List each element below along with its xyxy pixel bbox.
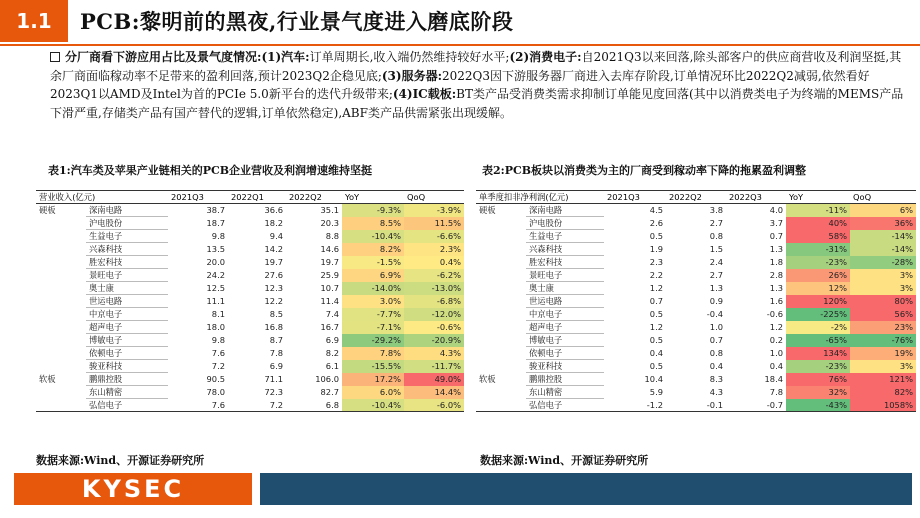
value-cell: 1.5 [709, 244, 723, 254]
company-cell: 深南电路 [86, 204, 168, 217]
segment-cell [476, 217, 526, 230]
yoy-cell: -29.2% [342, 334, 404, 347]
qoq-cell: 6% [850, 204, 916, 217]
consumer-text: 自2021Q3以来回落,除头部客户的供应商营收及利润坚挺,其余厂商面临稼动率不足带来的盈利回落,预计2023Q2企稳见底; [50, 50, 902, 83]
qoq-cell: 23% [850, 321, 916, 334]
table-row [476, 360, 916, 373]
value-cell: 71.1 [264, 374, 283, 384]
value-cell: 19.7 [320, 257, 339, 267]
yoy-cell: -43% [786, 399, 850, 412]
yoy-cell: -225% [786, 308, 850, 321]
qoq-cell: -14% [850, 243, 916, 256]
qoq-cell: -13.0% [404, 282, 464, 295]
yoy-cell: 76% [786, 373, 850, 386]
value-cell: 0.5 [649, 335, 663, 345]
qoq-cell: 3% [850, 269, 916, 282]
column-header [86, 191, 168, 204]
yoy-cell: -9.3% [342, 204, 404, 217]
yoy-cell: 8.2% [342, 243, 404, 256]
table-row [36, 347, 464, 360]
qoq-cell: 2.3% [404, 243, 464, 256]
yoy-cell: -10.4% [342, 230, 404, 243]
yoy-cell: 3.0% [342, 295, 404, 308]
yoy-cell: -1.5% [342, 256, 404, 269]
segment-cell: 软板 [479, 374, 496, 384]
qoq-cell: -14% [850, 230, 916, 243]
value-cell: 14.2 [264, 244, 283, 254]
table-row [36, 269, 464, 282]
segment-cell [36, 321, 86, 334]
segment-cell [476, 269, 526, 282]
value-cell: 5.9 [649, 387, 663, 397]
lead-text: 分厂商看下游应用占比及景气度情况: [65, 50, 262, 64]
table-row [36, 321, 464, 334]
kysec-logo: KYSEC [14, 473, 252, 505]
value-cell: 12.2 [264, 296, 283, 306]
table-row [36, 217, 464, 230]
column-header: 营业收入(亿元) [36, 191, 86, 204]
value-cell: 7.6 [211, 348, 225, 358]
yoy-cell: -23% [786, 256, 850, 269]
value-cell: 0.2 [769, 335, 783, 345]
company-cell: 鹏鼎控股 [86, 373, 168, 386]
value-cell: 82.7 [320, 387, 339, 397]
company-cell: 景旺电子 [526, 269, 604, 282]
yoy-cell: -11% [786, 204, 850, 217]
yoy-cell: 134% [786, 347, 850, 360]
company-cell: 超声电子 [526, 321, 604, 334]
qoq-cell: -6.8% [404, 295, 464, 308]
value-cell: 14.6 [320, 244, 339, 254]
qoq-cell: 80% [850, 295, 916, 308]
value-cell: 8.3 [709, 374, 723, 384]
table-row [36, 334, 464, 347]
table-row [36, 243, 464, 256]
qoq-cell: 82% [850, 386, 916, 399]
value-cell: 11.4 [320, 296, 339, 306]
company-cell: 沪电股份 [86, 217, 168, 230]
column-header: 2021Q3 [604, 191, 666, 204]
value-cell: 1.6 [769, 296, 783, 306]
value-cell: 13.5 [206, 244, 225, 254]
value-cell: 1.3 [769, 283, 783, 293]
value-cell: 1.0 [709, 322, 723, 332]
yoy-cell: -14.0% [342, 282, 404, 295]
yoy-cell: -10.4% [342, 399, 404, 412]
company-cell: 骏亚科技 [526, 360, 604, 373]
segment-cell [476, 230, 526, 243]
table-row [476, 399, 916, 412]
yoy-cell: 6.9% [342, 269, 404, 282]
company-cell: 依顿电子 [526, 347, 604, 360]
value-cell: 0.5 [649, 309, 663, 319]
segment-cell: 硬板 [479, 205, 496, 216]
value-cell: 6.9 [269, 361, 283, 371]
company-cell: 兴森科技 [526, 243, 604, 256]
segment-cell: 软板 [39, 374, 56, 384]
table-row [476, 347, 916, 360]
yoy-cell: -31% [786, 243, 850, 256]
header-divider [0, 44, 920, 46]
summary-paragraph [50, 48, 912, 122]
value-cell: -1.2 [604, 399, 666, 412]
qoq-cell: 14.4% [404, 386, 464, 399]
company-cell: 中京电子 [526, 308, 604, 321]
company-cell: 超声电子 [86, 321, 168, 334]
table-row [476, 217, 916, 230]
yoy-cell: 40% [786, 217, 850, 230]
column-header: 2022Q1 [228, 191, 286, 204]
table-row [36, 399, 464, 412]
page-title: PCB:黎明前的黑夜,行业景气度进入磨底阶段 [80, 9, 514, 34]
value-cell: 24.2 [206, 270, 225, 280]
value-cell: 7.8 [769, 387, 783, 397]
auto-label: (1)汽车: [261, 50, 310, 64]
yoy-cell: 58% [786, 230, 850, 243]
company-cell: 弘信电子 [86, 399, 168, 412]
segment-cell [476, 321, 526, 334]
value-cell: 16.7 [320, 322, 339, 332]
segment-cell [36, 295, 86, 308]
value-cell: 0.9 [709, 296, 723, 306]
value-cell: 36.6 [264, 205, 283, 216]
table-row [36, 295, 464, 308]
company-cell: 生益电子 [526, 230, 604, 243]
table-row [476, 295, 916, 308]
qoq-cell: 49.0% [404, 373, 464, 386]
value-cell: 0.5 [649, 361, 663, 371]
value-cell: 0.4 [649, 348, 663, 358]
yoy-cell: 32% [786, 386, 850, 399]
table-row [476, 269, 916, 282]
value-cell: 9.8 [211, 335, 225, 345]
qoq-cell: -20.9% [404, 334, 464, 347]
table-row [36, 360, 464, 373]
value-cell: 7.2 [211, 361, 225, 371]
table-row [476, 204, 916, 217]
qoq-cell: 1058% [850, 399, 916, 412]
table1-caption: 表1:汽车类及苹果产业链相关的PCB企业营收及利润增速维持坚挺 [48, 164, 373, 177]
qoq-cell: -12.0% [404, 308, 464, 321]
column-header: 2022Q3 [726, 191, 786, 204]
value-cell: 10.4 [644, 374, 663, 384]
segment-cell [476, 386, 526, 399]
segment-cell [36, 399, 86, 412]
value-cell: 0.7 [709, 335, 723, 345]
value-cell: -0.1 [666, 399, 726, 412]
table-row [476, 386, 916, 399]
qoq-cell: 56% [850, 308, 916, 321]
segment-cell [36, 243, 86, 256]
company-cell: 胜宏科技 [86, 256, 168, 269]
segment-cell [36, 386, 86, 399]
company-cell: 兴森科技 [86, 243, 168, 256]
value-cell: 6.8 [286, 399, 342, 412]
value-cell: 7.2 [228, 399, 286, 412]
value-cell: 18.7 [206, 218, 225, 228]
yoy-cell: 26% [786, 269, 850, 282]
company-cell: 世运电路 [86, 295, 168, 308]
value-cell: 0.7 [649, 296, 663, 306]
yoy-cell: 8.5% [342, 217, 404, 230]
value-cell: 18.0 [206, 322, 225, 332]
qoq-cell: -28% [850, 256, 916, 269]
yoy-cell: 7.8% [342, 347, 404, 360]
company-cell: 沪电股份 [526, 217, 604, 230]
column-header: YoY [342, 191, 404, 204]
value-cell: 6.9 [325, 335, 339, 345]
auto-text: 订单周期长,收入端仍然维持较好水平; [309, 50, 510, 64]
segment-cell [476, 347, 526, 360]
segment-cell [476, 243, 526, 256]
value-cell: 1.2 [769, 322, 783, 332]
segment-cell [476, 399, 526, 412]
value-cell: 6.1 [325, 361, 339, 371]
company-cell: 奥士康 [526, 282, 604, 295]
ic-substrate-label: (4)IC载板: [392, 87, 457, 101]
value-cell: 18.2 [264, 218, 283, 228]
yoy-cell: -15.5% [342, 360, 404, 373]
value-cell: 4.0 [769, 205, 783, 216]
table-row [36, 386, 464, 399]
value-cell: 1.9 [649, 244, 663, 254]
yoy-cell: -65% [786, 334, 850, 347]
column-header: QoQ [404, 191, 464, 204]
table-row [476, 243, 916, 256]
yoy-cell: -7.7% [342, 308, 404, 321]
source-note-left: 数据来源:Wind、开源证券研究所 [36, 454, 205, 467]
value-cell: 27.6 [264, 270, 283, 280]
value-cell: 2.4 [709, 257, 723, 267]
value-cell: 2.8 [769, 270, 783, 280]
qoq-cell: 3% [850, 282, 916, 295]
company-cell: 深南电路 [526, 204, 604, 217]
company-cell: 依顿电子 [86, 347, 168, 360]
value-cell: 2.7 [709, 218, 723, 228]
table-row [36, 204, 464, 217]
value-cell: 7.8 [269, 348, 283, 358]
value-cell: 8.7 [269, 335, 283, 345]
segment-cell [476, 308, 526, 321]
value-cell: -0.6 [766, 309, 783, 319]
value-cell: -0.4 [706, 309, 723, 319]
value-cell: 19.7 [264, 257, 283, 267]
value-cell: 1.2 [649, 322, 663, 332]
value-cell: 0.7 [769, 231, 783, 241]
value-cell: 38.7 [206, 205, 225, 216]
value-cell: 0.5 [649, 231, 663, 241]
segment-cell [36, 230, 86, 243]
value-cell: 78.0 [206, 387, 225, 397]
segment-cell [36, 217, 86, 230]
segment-cell [36, 360, 86, 373]
table-row [476, 334, 916, 347]
value-cell: 7.4 [325, 309, 339, 319]
yoy-cell: -2% [786, 321, 850, 334]
table-row [476, 230, 916, 243]
qoq-cell: -3.9% [404, 204, 464, 217]
value-cell: 20.0 [206, 257, 225, 267]
profit-table [476, 190, 916, 412]
column-header: QoQ [850, 191, 916, 204]
table-row [476, 256, 916, 269]
value-cell: 12.5 [206, 283, 225, 293]
segment-cell [36, 334, 86, 347]
qoq-cell: -6.2% [404, 269, 464, 282]
yoy-cell: -23% [786, 360, 850, 373]
value-cell: 8.5 [269, 309, 283, 319]
table-row [36, 373, 464, 386]
table-row [476, 308, 916, 321]
qoq-cell: 121% [850, 373, 916, 386]
ic-substrate-text: BT类产品受消费类需求抑制订单能见度回落(其中以消费类电子为终端的MEMS产品下滑严重,存储类产品有国产替代的逻辑,订单依然稳定),ABF类产品供需紧张出现缓解。 [50, 87, 904, 120]
value-cell: 0.8 [709, 348, 723, 358]
value-cell: 3.7 [769, 218, 783, 228]
qoq-cell: -0.6% [404, 321, 464, 334]
segment-cell [36, 347, 86, 360]
qoq-cell: -6.6% [404, 230, 464, 243]
company-cell: 弘信电子 [526, 399, 604, 412]
qoq-cell: -76% [850, 334, 916, 347]
value-cell: 2.2 [649, 270, 663, 280]
segment-cell [476, 295, 526, 308]
company-cell: 鹏鼎控股 [526, 373, 604, 386]
value-cell: 90.5 [206, 374, 225, 384]
value-cell: 9.4 [269, 231, 283, 241]
qoq-cell: 0.4% [404, 256, 464, 269]
company-cell: 中京电子 [86, 308, 168, 321]
value-cell: 25.9 [320, 270, 339, 280]
yoy-cell: -7.1% [342, 321, 404, 334]
column-header: 2022Q2 [666, 191, 726, 204]
company-cell: 生益电子 [86, 230, 168, 243]
yoy-cell: 12% [786, 282, 850, 295]
value-cell: 3.8 [709, 205, 723, 216]
value-cell: 1.0 [769, 348, 783, 358]
segment-cell: 硬板 [39, 205, 56, 216]
company-cell: 奥士康 [86, 282, 168, 295]
value-cell: -0.7 [726, 399, 786, 412]
value-cell: 1.2 [649, 283, 663, 293]
segment-cell [36, 256, 86, 269]
value-cell: 1.3 [769, 244, 783, 254]
value-cell: 12.3 [264, 283, 283, 293]
yoy-cell: 6.0% [342, 386, 404, 399]
qoq-cell: -11.7% [404, 360, 464, 373]
value-cell: 2.3 [649, 257, 663, 267]
qoq-cell: 3% [850, 360, 916, 373]
qoq-cell: 36% [850, 217, 916, 230]
company-cell: 东山精密 [526, 386, 604, 399]
segment-cell [36, 282, 86, 295]
table-row [36, 256, 464, 269]
source-note-right: 数据来源:Wind、开源证券研究所 [480, 454, 649, 467]
table-row [36, 230, 464, 243]
value-cell: 0.8 [709, 231, 723, 241]
value-cell: 35.1 [320, 205, 339, 216]
value-cell: 106.0 [315, 374, 339, 384]
table-row [36, 308, 464, 321]
segment-cell [476, 282, 526, 295]
value-cell: 4.5 [649, 205, 663, 216]
table2-caption: 表2:PCB板块以消费类为主的厂商受到稼动率下降的拖累盈利调整 [482, 164, 807, 177]
company-cell: 景旺电子 [86, 269, 168, 282]
segment-cell [476, 360, 526, 373]
table-row [476, 282, 916, 295]
server-label: (3)服务器: [381, 68, 443, 83]
company-cell: 博敏电子 [526, 334, 604, 347]
value-cell: 0.4 [709, 361, 723, 371]
checkbox-bullet-icon [50, 52, 60, 62]
value-cell: 72.3 [264, 387, 283, 397]
company-cell: 世运电路 [526, 295, 604, 308]
consumer-label: (2)消费电子: [509, 50, 582, 64]
value-cell: 11.1 [206, 296, 225, 306]
segment-cell [36, 308, 86, 321]
table-row [36, 282, 464, 295]
table-row [476, 321, 916, 334]
value-cell: 2.7 [709, 270, 723, 280]
qoq-cell: 19% [850, 347, 916, 360]
value-cell: 1.3 [709, 283, 723, 293]
column-header: YoY [786, 191, 850, 204]
value-cell: 20.3 [320, 218, 339, 228]
value-cell: 2.6 [649, 218, 663, 228]
value-cell: 0.4 [769, 361, 783, 371]
server-text: 2022Q3因下游服务器厂商进入去库存阶段,订单情况环比2022Q2减弱,依然看好2023Q1以AMD及Intel为首的PCIe 5.0新平台的迭代升级带来; [50, 68, 870, 101]
qoq-cell: 11.5% [404, 217, 464, 230]
section-number: 1.1 [0, 0, 68, 42]
company-cell: 东山精密 [86, 386, 168, 399]
segment-cell [476, 256, 526, 269]
column-header: 2022Q2 [286, 191, 342, 204]
company-cell: 胜宏科技 [526, 256, 604, 269]
value-cell: 8.8 [325, 231, 339, 241]
revenue-table [36, 190, 464, 412]
qoq-cell: -6.0% [404, 399, 464, 412]
segment-cell [36, 269, 86, 282]
column-header: 单季度扣非净利润(亿元) [476, 191, 526, 204]
value-cell: 1.8 [769, 257, 783, 267]
value-cell: 8.1 [211, 309, 225, 319]
yoy-cell: 120% [786, 295, 850, 308]
value-cell: 10.7 [320, 283, 339, 293]
value-cell: 9.8 [211, 231, 225, 241]
value-cell: 8.2 [325, 348, 339, 358]
value-cell: 4.3 [709, 387, 723, 397]
value-cell: 18.4 [764, 374, 783, 384]
segment-cell [476, 334, 526, 347]
footer-bar [260, 473, 912, 505]
value-cell: 16.8 [264, 322, 283, 332]
qoq-cell: 4.3% [404, 347, 464, 360]
column-header: 2021Q3 [168, 191, 228, 204]
table-row [476, 373, 916, 386]
company-cell: 博敏电子 [86, 334, 168, 347]
value-cell: 7.6 [168, 399, 228, 412]
yoy-cell: 17.2% [342, 373, 404, 386]
company-cell: 骏亚科技 [86, 360, 168, 373]
